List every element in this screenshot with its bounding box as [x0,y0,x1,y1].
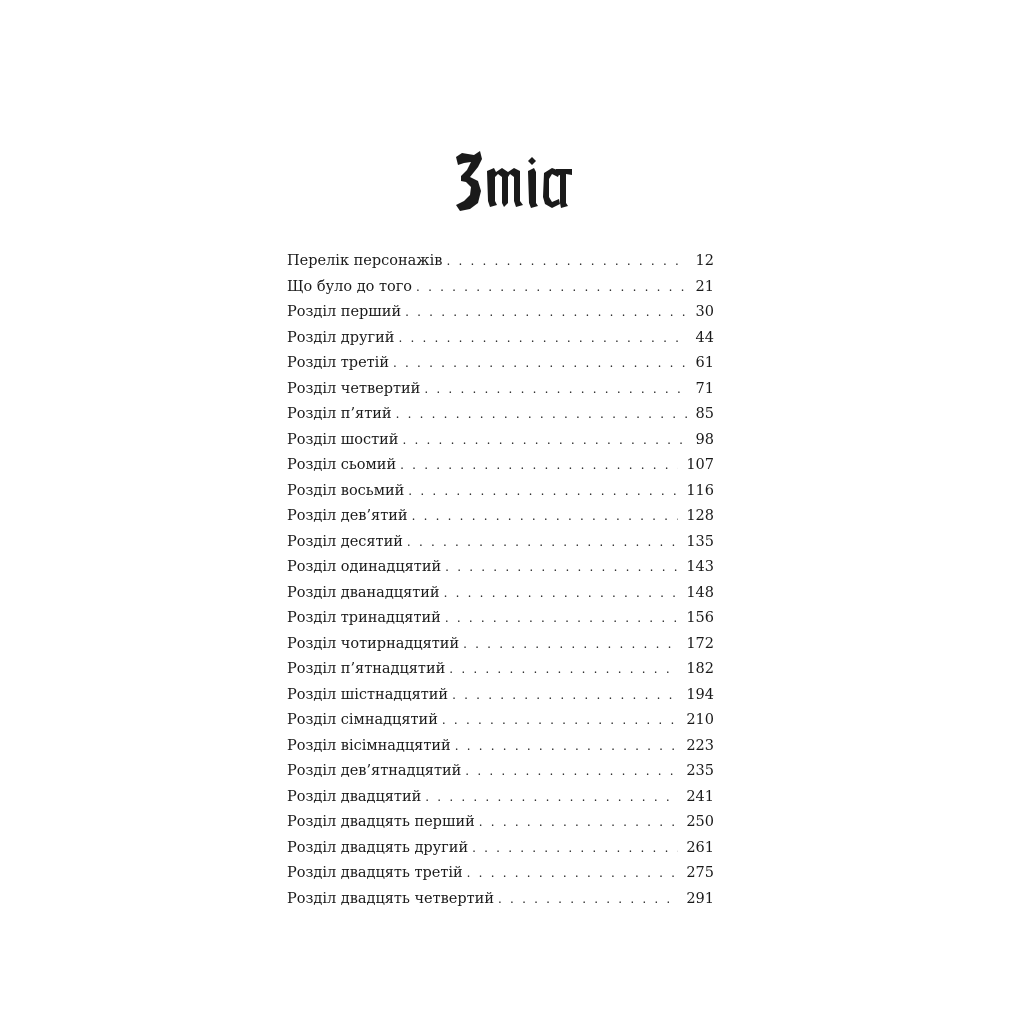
dot-leader [479,810,679,836]
toc-entry-title: Розділ перший [287,304,402,320]
toc-entry [287,351,714,377]
toc-entry [287,734,714,760]
dot-leader [446,249,687,275]
toc-entry-title: Розділ п’ятий [287,406,392,422]
toc-entry-title: Розділ двадцять четвертий [287,890,495,907]
dot-leader [445,555,678,581]
toc-entry-title: Розділ четвертий [287,380,421,397]
dot-leader [398,326,687,352]
dot-leader [498,887,678,913]
toc-entry-title: Розділ дев’ятий [287,508,408,524]
toc-entry-title: Розділ десятий [287,533,403,550]
toc-entry-page-number: 291 [686,890,714,907]
toc-entry [287,504,714,530]
toc-entry [287,708,714,734]
toc-entry [287,530,714,556]
dot-leader [472,836,678,862]
toc-entry-page-number: 143 [686,559,714,575]
toc-entry-page-number: 156 [686,610,714,626]
toc-entry-page-number: 148 [686,584,714,601]
toc-entry [287,275,714,301]
toc-entry-page-number: 44 [695,329,714,346]
dot-leader [405,300,687,326]
toc-entry-page-number: 241 [686,788,714,805]
toc-entry [287,785,714,811]
dot-leader [467,861,679,887]
dot-leader [452,683,678,709]
dot-leader [402,428,687,454]
dot-leader [424,377,687,403]
toc-entry-page-number: 98 [695,431,714,448]
toc-entry [287,759,714,785]
toc-entry-page-number: 275 [686,865,714,881]
toc-entry-page-number: 30 [695,304,714,320]
dot-leader [425,785,678,811]
toc-entry-title: Розділ тринадцятий [287,610,441,626]
toc-entry [287,402,714,428]
toc-entry [287,657,714,683]
toc-entry-page-number: 250 [686,814,714,830]
dot-leader [455,734,679,760]
toc-entry-title: Розділ двадцять перший [287,814,475,830]
toc-entry-title: Розділ двадцять третій [287,865,463,881]
page-title [0,143,1024,223]
toc-entry-page-number: 235 [686,763,714,779]
dot-leader [400,453,678,479]
toc-entry-page-number: 71 [695,380,714,397]
toc-entry-title: Розділ шостий [287,431,399,448]
toc-entry-page-number: 116 [686,482,714,499]
toc-entry [287,428,714,454]
toc-entry-page-number: 135 [686,533,714,550]
toc-entry-title: Розділ восьмий [287,482,405,499]
toc-entry-title: Розділ сімнадцятий [287,712,438,728]
toc-entry [287,887,714,913]
toc-entry-title: Розділ третій [287,355,389,371]
toc-entry [287,300,714,326]
toc-entry-page-number: 128 [686,508,714,524]
toc-entry-title: Розділ дванадцятий [287,584,440,601]
toc-entry-page-number: 261 [686,839,714,856]
dot-leader [442,708,678,734]
toc-entry-page-number: 182 [686,661,714,677]
toc-entry [287,810,714,836]
toc-entry-title: Розділ шістнадцятий [287,686,449,703]
toc-entry-page-number: 194 [686,686,714,703]
toc-entry [287,555,714,581]
dot-leader [444,581,679,607]
toc-entry [287,249,714,275]
toc-entry-page-number: 12 [695,253,714,269]
dot-leader [412,504,679,530]
toc-entry-title: Що було до того [287,278,413,295]
dot-leader [407,530,678,556]
toc-entry-title: Розділ вісімнадцятий [287,737,451,754]
toc-entry [287,836,714,862]
toc-entry-title: Розділ двадцять другий [287,839,469,856]
toc-entry-title: Розділ одинадцятий [287,559,442,575]
title-blackletter-lettering [452,143,572,223]
dot-leader [396,402,688,428]
toc-entry [287,479,714,505]
toc-entry-page-number: 85 [695,406,714,422]
dot-leader [445,606,679,632]
dot-leader [463,632,678,658]
toc-entry-title: Розділ п’ятнадцятий [287,661,446,677]
dot-leader [393,351,688,377]
toc-entry-title: Розділ чотирнадцятий [287,635,460,652]
toc-entry [287,606,714,632]
toc-entry [287,861,714,887]
toc-entry [287,377,714,403]
toc-entry [287,453,714,479]
toc-entry-page-number: 223 [686,737,714,754]
toc-entry [287,326,714,352]
dot-leader [449,657,678,683]
toc-entry-title: Розділ двадцятий [287,788,422,805]
toc-entry-page-number: 21 [695,278,714,295]
toc-entry [287,581,714,607]
toc-entry-title: Перелік персонажів [287,253,443,269]
dot-leader [416,275,688,301]
dot-leader [408,479,678,505]
toc-entry-page-number: 61 [695,355,714,371]
toc-entry-page-number: 172 [686,635,714,652]
toc-entry-page-number: 210 [686,712,714,728]
toc-entry-title: Розділ сьомий [287,457,397,473]
toc-entry-title: Розділ дев’ятнадцятий [287,763,462,779]
table-of-contents [287,249,714,912]
toc-entry [287,632,714,658]
toc-entry-page-number: 107 [686,457,714,473]
dot-leader [465,759,678,785]
toc-entry-title: Розділ другий [287,329,395,346]
toc-entry [287,683,714,709]
